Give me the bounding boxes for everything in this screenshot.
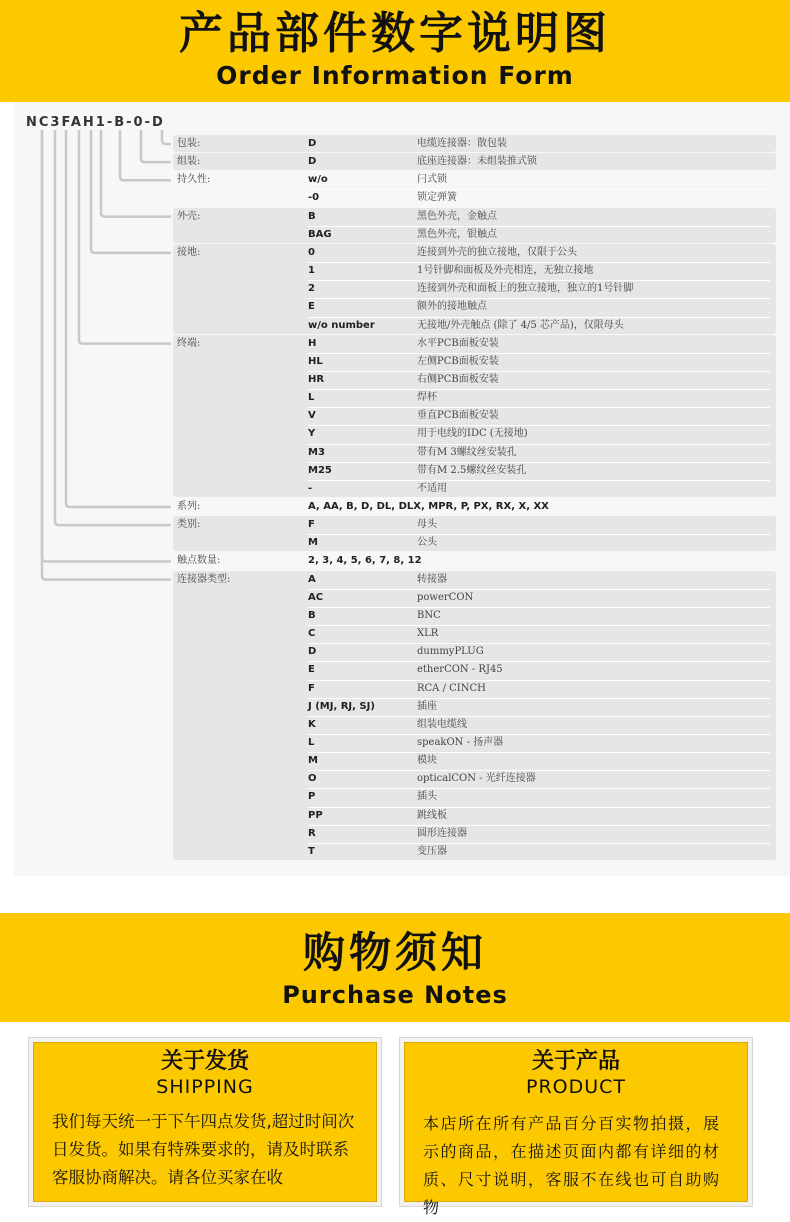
option-code: H	[308, 337, 317, 349]
shipping-body: 我们每天统一于下午四点发货,超过时间次日发货。如果有特殊要求的，请及时联系客服协商解决。请各位买家在收	[52, 1112, 355, 1187]
option-description: 连接到外壳和面板上的独立接地，独立的1号针脚	[417, 283, 634, 295]
row-divider	[308, 734, 770, 735]
row-divider	[308, 226, 770, 227]
option-row	[173, 698, 776, 716]
option-code: HR	[308, 373, 325, 385]
group-label: 终端:	[177, 337, 201, 349]
row-divider	[308, 770, 770, 771]
row-divider	[308, 444, 770, 445]
option-code: P	[308, 791, 316, 803]
option-row	[173, 135, 776, 153]
group-label: 触点数量:	[177, 555, 221, 567]
option-description: 连接到外壳的独立接地，仅限于公头	[417, 246, 577, 258]
option-row	[173, 226, 776, 244]
option-row	[173, 534, 776, 552]
option-row	[173, 716, 776, 734]
option-code: -0	[308, 192, 320, 204]
option-row	[173, 444, 776, 462]
option-row	[173, 825, 776, 843]
option-description: powerCON	[417, 591, 474, 603]
option-description: 垂直PCB面板安装	[417, 410, 499, 422]
option-code: BAG	[308, 228, 332, 240]
option-row	[173, 389, 776, 407]
option-row	[173, 770, 776, 788]
option-row	[173, 752, 776, 770]
option-code: C	[308, 628, 316, 640]
option-code: O	[308, 773, 317, 785]
option-code: 1	[308, 265, 315, 277]
option-code: w/o	[308, 174, 328, 186]
row-divider	[308, 698, 770, 699]
option-code: PP	[308, 809, 323, 821]
notes-band	[0, 913, 790, 1022]
option-description: 母头	[417, 519, 437, 531]
option-description: 左侧PCB面板安装	[417, 355, 499, 367]
page-title: 产品部件数字说明图	[179, 8, 611, 59]
option-row	[173, 462, 776, 480]
option-code: J (MJ, RJ, SJ)	[308, 700, 375, 712]
row-divider	[308, 843, 770, 844]
product-card	[404, 1042, 748, 1217]
product-title: 关于产品	[531, 1049, 620, 1074]
row-divider	[308, 317, 770, 318]
part-code: NC3FAH1-B-0-D	[26, 115, 165, 130]
option-row	[173, 262, 776, 280]
option-description: RCA / CINCH	[417, 682, 486, 694]
option-description: 组装电缆线	[417, 718, 467, 730]
row-divider	[308, 607, 770, 608]
option-description: 底座连接器：未组装推式锁	[417, 156, 537, 168]
option-row	[173, 643, 776, 661]
option-code: A	[308, 573, 316, 585]
option-row	[173, 244, 776, 262]
option-code: D	[308, 156, 317, 168]
option-description: 闩式锁	[417, 174, 447, 186]
row-divider	[308, 825, 770, 826]
option-row	[173, 298, 776, 316]
option-row	[173, 516, 776, 534]
option-description: 带有M 3螺纹丝安装孔	[417, 446, 517, 458]
option-code: B	[308, 609, 316, 621]
group-label: 组装:	[177, 156, 201, 168]
option-code: B	[308, 210, 316, 222]
option-row	[173, 589, 776, 607]
option-description: dummyPLUG	[417, 646, 484, 658]
option-row	[173, 607, 776, 625]
row-divider	[308, 661, 770, 662]
option-row	[173, 335, 776, 353]
option-description: 模块	[417, 755, 437, 767]
option-description: BNC	[417, 609, 441, 621]
option-row	[173, 734, 776, 752]
option-row	[173, 171, 776, 189]
option-code: E	[308, 664, 315, 676]
row-divider	[308, 625, 770, 626]
row-divider	[308, 280, 770, 281]
group-label: 包装:	[177, 138, 201, 149]
option-row	[173, 371, 776, 389]
row-divider	[308, 716, 770, 717]
option-code: 2, 3, 4, 5, 6, 7, 8, 12	[308, 555, 422, 567]
option-row	[173, 189, 776, 207]
option-description: opticalCON - 光纤连接器	[417, 773, 536, 785]
product-subtitle: PRODUCT	[525, 1076, 627, 1098]
option-row	[173, 280, 776, 298]
row-divider	[308, 353, 770, 354]
group-label: 外壳:	[177, 210, 201, 222]
option-description: 1号针脚和面板及外壳相连，无独立接地	[417, 265, 594, 277]
option-code: M	[308, 755, 318, 767]
option-description: 带有M 2.5螺纹丝安装孔	[417, 464, 527, 476]
option-description: XLR	[417, 628, 439, 640]
option-row	[173, 661, 776, 679]
option-code: M3	[308, 446, 325, 458]
row-divider	[308, 407, 770, 408]
option-description: 黑色外壳，金触点	[417, 210, 497, 222]
row-divider	[308, 480, 770, 481]
row-divider	[308, 534, 770, 535]
option-code: L	[308, 736, 315, 748]
shipping-title: 关于发货	[160, 1049, 249, 1074]
option-code: AC	[308, 591, 324, 603]
row-divider	[308, 425, 770, 426]
option-row	[173, 208, 776, 226]
option-row	[173, 571, 776, 589]
group-label: 持久性:	[177, 174, 211, 186]
page-subtitle: Order Information Form	[216, 61, 574, 90]
option-description: 电缆连接器：散包装	[417, 138, 507, 149]
row-divider	[308, 752, 770, 753]
option-code: E	[308, 301, 315, 313]
header-band	[0, 0, 790, 102]
option-row	[173, 807, 776, 825]
option-code: 0	[308, 246, 315, 258]
option-row	[173, 498, 776, 516]
notes-title: 购物须知	[302, 928, 487, 977]
group-label: 系列:	[177, 501, 201, 512]
option-code: 2	[308, 283, 315, 295]
row-divider	[308, 462, 770, 463]
option-code: Y	[308, 428, 316, 440]
option-row	[173, 680, 776, 698]
option-description: 额外的接地触点	[417, 301, 487, 313]
group-label: 类别:	[177, 519, 201, 531]
option-description: 用于电线的IDC (无接地)	[417, 428, 528, 440]
row-divider	[308, 788, 770, 789]
row-divider	[308, 643, 770, 644]
option-description: 插座	[417, 700, 437, 712]
option-code: F	[308, 682, 315, 694]
shipping-subtitle: SHIPPING	[156, 1076, 254, 1098]
row-divider	[308, 389, 770, 390]
shipping-card	[33, 1042, 377, 1202]
option-description: etherCON - RJ45	[417, 664, 503, 676]
option-description: 右侧PCB面板安装	[417, 373, 499, 385]
option-code: -	[308, 482, 313, 494]
option-description: 焊杯	[417, 392, 437, 404]
option-row	[173, 480, 776, 498]
option-description: 水平PCB面板安装	[417, 337, 499, 349]
row-divider	[308, 589, 770, 590]
option-row	[173, 407, 776, 425]
option-code: T	[308, 845, 315, 857]
row-divider	[308, 262, 770, 263]
option-description: 锁定弹簧	[417, 192, 457, 204]
option-code: R	[308, 827, 316, 839]
option-row	[173, 625, 776, 643]
row-divider	[308, 371, 770, 372]
option-code: HL	[308, 355, 323, 367]
option-description: 变压器	[417, 845, 447, 857]
option-code: w/o number	[308, 319, 375, 331]
group-label: 接地:	[177, 246, 201, 258]
option-description: speakON - 扬声器	[417, 736, 504, 748]
option-description: 不适用	[417, 482, 447, 494]
notes-subtitle: Purchase Notes	[282, 981, 508, 1009]
option-description: 无接地/外壳触点 (除了 4/5 芯产品)，仅限母头	[417, 319, 624, 331]
group-label: 连接器类型:	[177, 573, 231, 585]
row-divider	[308, 298, 770, 299]
option-description: 跳线板	[417, 809, 447, 821]
option-code: F	[308, 519, 315, 531]
row-divider	[308, 807, 770, 808]
option-description: 转接器	[417, 573, 447, 585]
option-row	[173, 843, 776, 861]
option-row	[173, 317, 776, 335]
row-divider	[308, 189, 770, 190]
product-body: 本店所在所有产品百分百实物拍摄，展示的商品，在描述页面内都有详细的材质、尺寸说明，客服不在线也可自助购物	[423, 1114, 721, 1217]
option-row	[173, 425, 776, 443]
option-code: D	[308, 646, 317, 658]
option-code: L	[308, 392, 315, 404]
option-code: V	[308, 410, 316, 422]
row-divider	[308, 680, 770, 681]
option-code: A, AA, B, D, DL, DLX, MPR, P, PX, RX, X, XX	[308, 501, 549, 512]
option-row	[173, 788, 776, 806]
option-code: K	[308, 718, 316, 730]
option-code: D	[308, 138, 317, 149]
option-row	[173, 353, 776, 371]
option-description: 黑色外壳，银触点	[417, 228, 497, 240]
option-description: 公头	[417, 537, 437, 549]
option-description: 圆形连接器	[417, 827, 467, 839]
option-code: M	[308, 537, 318, 549]
option-code: M25	[308, 464, 332, 476]
option-description: 插头	[417, 791, 437, 803]
option-row	[173, 153, 776, 171]
option-row	[173, 552, 776, 570]
